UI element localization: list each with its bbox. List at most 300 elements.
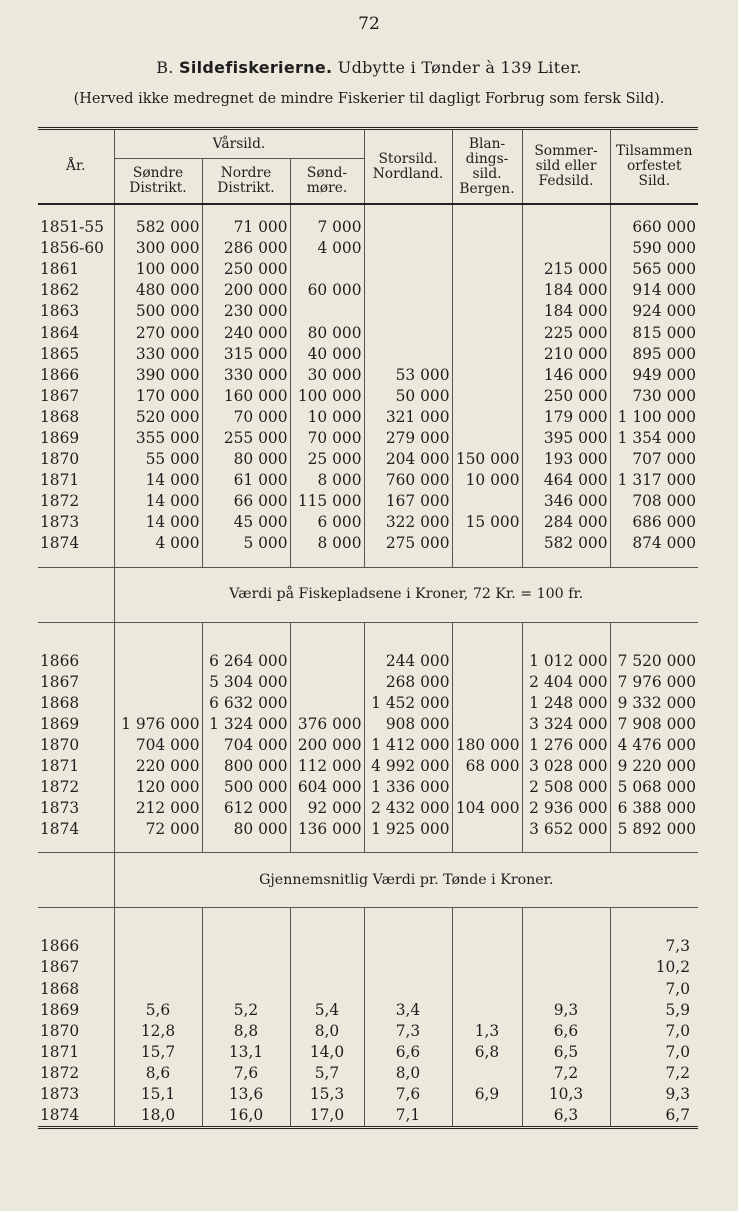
cell-sommersild: 210 000 (522, 344, 610, 365)
cell-total: 590 000 (632, 239, 696, 258)
cell-year: 1873 (38, 512, 114, 533)
cell-nordre: 61 000 (202, 470, 290, 491)
cell-nordre: 200 000 (202, 280, 290, 301)
cell-year: 1869 (38, 714, 114, 735)
table-row (38, 1084, 698, 1105)
cell-sommersild: 284 000 (522, 512, 610, 533)
table-row (38, 979, 698, 1000)
cell-sondre (114, 672, 202, 693)
cell-sondre: 270 000 (114, 322, 202, 343)
cell-sondmore (290, 651, 364, 672)
cell-sommersild: 184 000 (522, 280, 610, 301)
cell-sondmore: 30 000 (290, 365, 364, 386)
cell-sondre: 55 000 (114, 449, 202, 470)
cell-sondmore: 8 000 (290, 470, 364, 491)
cell-sondmore (290, 693, 364, 714)
spacer-row (38, 204, 698, 217)
cell-blandings (452, 979, 522, 1000)
table-row (38, 819, 698, 840)
cell-sondre (114, 979, 202, 1000)
cell-nordre: 315 000 (202, 344, 290, 365)
cell-sommersild: 1 248 000 (522, 693, 610, 714)
table-row (38, 777, 698, 798)
cell-blandings (452, 777, 522, 798)
cell-nordre: 45 000 (202, 512, 290, 533)
cell-total: 1 100 000 (617, 407, 696, 426)
cell-nordre: 612 000 (202, 798, 290, 819)
cell-year: 1862 (38, 280, 114, 301)
spacer-row (38, 908, 698, 937)
header-sondre: Søndre Distrikt. (114, 159, 202, 205)
cell-nordre: 250 000 (202, 259, 290, 280)
cell-year: 1867 (38, 386, 114, 407)
cell-sondre: 18,0 (114, 1105, 202, 1128)
cell-blandings (452, 428, 522, 449)
page-subtitle: (Herved ikke medregnet de mindre Fiskerier til dagligt Forbrug som fersk Sild). (73, 91, 665, 107)
cell-sondmore (290, 672, 364, 693)
cell-year: 1868 (38, 693, 114, 714)
cell-sommersild (522, 238, 610, 259)
cell-total: 708 000 (632, 492, 696, 511)
cell-sondre: 1 976 000 (114, 714, 202, 735)
cell-nordre: 704 000 (202, 735, 290, 756)
cell-sondre: 704 000 (114, 735, 202, 756)
cell-sondmore: 5,7 (290, 1063, 364, 1084)
cell-total: 924 000 (632, 302, 696, 321)
cell-storsild (364, 936, 452, 957)
table-row (38, 1042, 698, 1063)
cell-sondre: 4 000 (114, 533, 202, 554)
table-row (38, 1063, 698, 1084)
cell-year: 1870 (38, 449, 114, 470)
cell-storsild (364, 344, 452, 365)
cell-storsild: 322 000 (364, 512, 452, 533)
cell-total: 730 000 (632, 386, 696, 405)
cell-nordre: 240 000 (202, 322, 290, 343)
cell-blandings (452, 301, 522, 322)
table-body (38, 204, 698, 1128)
cell-nordre: 800 000 (202, 756, 290, 777)
cell-storsild: 268 000 (364, 672, 452, 693)
cell-storsild: 204 000 (364, 449, 452, 470)
herring-fishery-table (38, 127, 698, 1129)
cell-sommersild: 3 652 000 (522, 819, 610, 840)
cell-storsild: 7,6 (364, 1084, 452, 1105)
cell-nordre: 5,2 (202, 1000, 290, 1021)
spacer-row (38, 840, 698, 853)
cell-nordre: 1 324 000 (202, 714, 290, 735)
cell-sondmore: 40 000 (290, 344, 364, 365)
cell-sondmore (290, 936, 364, 957)
cell-year: 1866 (38, 936, 114, 957)
table-header (38, 129, 698, 205)
cell-storsild: 7,3 (364, 1021, 452, 1042)
cell-total: 6,7 (610, 1105, 698, 1128)
table-row (38, 428, 698, 449)
cell-total: 7,3 (665, 937, 690, 956)
cell-sondmore: 200 000 (290, 735, 364, 756)
cell-blandings (452, 957, 522, 978)
table-row (38, 936, 698, 957)
cell-nordre: 330 000 (202, 365, 290, 386)
cell-year: 1861 (38, 259, 114, 280)
cell-total: 707 000 (632, 450, 696, 469)
cell-total: 5 892 000 (617, 820, 696, 839)
header-tilsammen: Tilsammen orfestet Sild. (615, 143, 693, 189)
cell-sondmore: 6 000 (290, 512, 364, 533)
cell-blandings (452, 1063, 522, 1084)
table-row (38, 344, 698, 365)
cell-sondre: 170 000 (114, 386, 202, 407)
cell-sondre: 355 000 (114, 428, 202, 449)
cell-total: 7,0 (665, 1042, 690, 1061)
cell-year: 1871 (38, 470, 114, 491)
cell-sommersild: 2 508 000 (522, 777, 610, 798)
cell-blandings (452, 280, 522, 301)
cell-sondmore: 25 000 (290, 449, 364, 470)
cell-total: 7,2 (665, 1063, 690, 1082)
cell-sommersild: 2 404 000 (522, 672, 610, 693)
cell-sommersild: 2 936 000 (522, 798, 610, 819)
cell-year: 1871 (38, 1042, 114, 1063)
cell-sommersild: 1 012 000 (522, 651, 610, 672)
cell-sommersild: 3 324 000 (522, 714, 610, 735)
cell-sondre: 8,6 (114, 1063, 202, 1084)
cell-nordre (202, 979, 290, 1000)
cell-blandings: 1,3 (452, 1021, 522, 1042)
cell-nordre: 16,0 (202, 1105, 290, 1128)
cell-storsild (364, 217, 452, 238)
cell-blandings: 15 000 (452, 512, 522, 533)
cell-sondre: 120 000 (114, 777, 202, 798)
cell-year: 1874 (38, 533, 114, 554)
cell-sondmore: 115 000 (290, 491, 364, 512)
cell-nordre: 13,6 (202, 1084, 290, 1105)
cell-blandings (452, 407, 522, 428)
cell-sondre: 12,8 (114, 1021, 202, 1042)
cell-blandings: 104 000 (452, 798, 522, 819)
cell-year: 1868 (38, 979, 114, 1000)
header-year: År. (38, 129, 114, 205)
table-row (38, 407, 698, 428)
cell-nordre: 7,6 (202, 1063, 290, 1084)
cell-total: 7,0 (665, 979, 690, 998)
cell-storsild (364, 301, 452, 322)
cell-nordre: 70 000 (202, 407, 290, 428)
table-row (38, 735, 698, 756)
cell-blandings (452, 217, 522, 238)
cell-total: 1 354 000 (617, 428, 696, 447)
cell-blandings (452, 365, 522, 386)
cell-sondmore (290, 979, 364, 1000)
cell-sondmore (290, 957, 364, 978)
cell-nordre: 13,1 (202, 1042, 290, 1063)
cell-blandings (452, 819, 522, 840)
cell-blandings (452, 491, 522, 512)
page-number: 72 (358, 14, 380, 34)
cell-sondre: 330 000 (114, 344, 202, 365)
header-varsild: Vårsild. (114, 129, 364, 159)
cell-sondre: 15,1 (114, 1084, 202, 1105)
cell-year: 1870 (38, 1021, 114, 1042)
cell-year: 1864 (38, 322, 114, 343)
table-row (38, 512, 698, 533)
cell-sondmore: 14,0 (290, 1042, 364, 1063)
cell-total: 874 000 (632, 534, 696, 553)
spacer-row (38, 555, 698, 568)
cell-year: 1863 (38, 301, 114, 322)
table-row (38, 301, 698, 322)
cell-year: 1867 (38, 957, 114, 978)
cell-total: 815 000 (632, 323, 696, 342)
section-average-value (38, 853, 698, 908)
cell-year: 1873 (38, 798, 114, 819)
cell-sondmore (290, 301, 364, 322)
cell-sondmore: 112 000 (290, 756, 364, 777)
cell-blandings (452, 693, 522, 714)
cell-storsild (364, 957, 452, 978)
cell-nordre: 500 000 (202, 777, 290, 798)
title-bold: Sildefiskerierne. (179, 58, 333, 77)
table-row (38, 533, 698, 554)
cell-sommersild (522, 979, 610, 1000)
table-row (38, 714, 698, 735)
cell-storsild: 53 000 (364, 365, 452, 386)
title-prefix: B. (156, 58, 174, 77)
cell-storsild: 244 000 (364, 651, 452, 672)
cell-sommersild: 6,5 (522, 1042, 610, 1063)
table-row (38, 365, 698, 386)
cell-nordre: 6 632 000 (202, 693, 290, 714)
cell-sondre: 390 000 (114, 365, 202, 386)
cell-blandings (452, 1000, 522, 1021)
cell-sondmore: 8 000 (290, 533, 364, 554)
cell-blandings (452, 259, 522, 280)
header-nordre: Nordre Distrikt. (202, 159, 290, 205)
cell-sondre: 300 000 (114, 238, 202, 259)
cell-sommersild: 582 000 (522, 533, 610, 554)
cell-total: 660 000 (632, 218, 696, 237)
cell-total: 10,2 (655, 958, 690, 977)
table-row (38, 259, 698, 280)
table-row (38, 798, 698, 819)
cell-total: 6 388 000 (617, 799, 696, 818)
cell-sondre (114, 651, 202, 672)
table-row (38, 386, 698, 407)
cell-sommersild (522, 217, 610, 238)
cell-storsild: 321 000 (364, 407, 452, 428)
cell-blandings (452, 936, 522, 957)
table-row (38, 1021, 698, 1042)
cell-sondre: 520 000 (114, 407, 202, 428)
cell-total: 7,0 (665, 1021, 690, 1040)
cell-year: 1874 (38, 819, 114, 840)
cell-year: 1851-55 (38, 217, 114, 238)
cell-sommersild: 9,3 (522, 1000, 610, 1021)
cell-storsild: 1 925 000 (364, 819, 452, 840)
cell-blandings (452, 533, 522, 554)
cell-sondre: 582 000 (114, 217, 202, 238)
cell-sondre: 15,7 (114, 1042, 202, 1063)
cell-storsild (364, 280, 452, 301)
cell-blandings (452, 238, 522, 259)
cell-sondre: 14 000 (114, 512, 202, 533)
cell-storsild (364, 979, 452, 1000)
table-row (38, 651, 698, 672)
cell-storsild (364, 322, 452, 343)
cell-year: 1866 (38, 365, 114, 386)
cell-sondmore: 136 000 (290, 819, 364, 840)
cell-total: 914 000 (632, 281, 696, 300)
cell-blandings (452, 651, 522, 672)
cell-sommersild (522, 936, 610, 957)
cell-blandings (452, 672, 522, 693)
cell-storsild: 279 000 (364, 428, 452, 449)
table-row (38, 693, 698, 714)
cell-nordre: 5 304 000 (202, 672, 290, 693)
section-value-kroner-title: Værdi på Fiskepladsene i Kroner, 72 Kr. = 100 fr. (114, 567, 698, 622)
cell-blandings (452, 1105, 522, 1128)
cell-storsild: 50 000 (364, 386, 452, 407)
cell-sondre: 212 000 (114, 798, 202, 819)
cell-storsild: 1 412 000 (364, 735, 452, 756)
cell-nordre (202, 957, 290, 978)
cell-year: 1872 (38, 491, 114, 512)
cell-blandings: 6,9 (452, 1084, 522, 1105)
table-row (38, 672, 698, 693)
cell-year: 1872 (38, 777, 114, 798)
cell-nordre: 8,8 (202, 1021, 290, 1042)
cell-sondmore: 604 000 (290, 777, 364, 798)
cell-total: 565 000 (632, 260, 696, 279)
cell-year: 1869 (38, 428, 114, 449)
cell-sommersild: 7,2 (522, 1063, 610, 1084)
cell-sondre: 14 000 (114, 491, 202, 512)
cell-sommersild: 6,3 (522, 1105, 610, 1128)
cell-total: 9 220 000 (617, 757, 696, 776)
cell-storsild: 275 000 (364, 533, 452, 554)
cell-year: 1874 (38, 1105, 114, 1128)
cell-total: 686 000 (632, 513, 696, 532)
spacer-row (38, 622, 698, 651)
cell-sondmore: 60 000 (290, 280, 364, 301)
cell-nordre: 80 000 (202, 449, 290, 470)
cell-sondmore: 4 000 (290, 238, 364, 259)
cell-total: 895 000 (632, 344, 696, 363)
cell-sondmore: 100 000 (290, 386, 364, 407)
cell-total: 7 976 000 (617, 672, 696, 691)
cell-storsild: 8,0 (364, 1063, 452, 1084)
cell-total: 9 332 000 (617, 693, 696, 712)
cell-nordre: 66 000 (202, 491, 290, 512)
cell-nordre: 230 000 (202, 301, 290, 322)
page-title (0, 58, 738, 77)
cell-total: 5,9 (665, 1000, 690, 1019)
table-row (38, 756, 698, 777)
cell-total: 1 317 000 (617, 471, 696, 490)
cell-sommersild: 395 000 (522, 428, 610, 449)
section-value-kroner (38, 567, 698, 622)
table-row (38, 280, 698, 301)
cell-total: 9,3 (665, 1085, 690, 1104)
cell-sondmore: 8,0 (290, 1021, 364, 1042)
cell-storsild: 2 432 000 (364, 798, 452, 819)
cell-year: 1869 (38, 1000, 114, 1021)
cell-sondre (114, 957, 202, 978)
cell-sommersild: 193 000 (522, 449, 610, 470)
cell-total: 4 476 000 (617, 735, 696, 754)
header-blandings: Blan-dings-sild. Bergen. (452, 129, 522, 205)
cell-sondmore: 80 000 (290, 322, 364, 343)
cell-sondmore (290, 259, 364, 280)
cell-sondmore: 376 000 (290, 714, 364, 735)
cell-sommersild: 250 000 (522, 386, 610, 407)
cell-sondmore: 70 000 (290, 428, 364, 449)
cell-storsild: 7,1 (364, 1105, 452, 1128)
cell-year: 1866 (38, 651, 114, 672)
cell-sommersild: 3 028 000 (522, 756, 610, 777)
cell-nordre: 5 000 (202, 533, 290, 554)
cell-blandings: 10 000 (452, 470, 522, 491)
table-row (38, 491, 698, 512)
cell-sommersild: 464 000 (522, 470, 610, 491)
cell-sondre: 100 000 (114, 259, 202, 280)
table-row (38, 238, 698, 259)
cell-sondmore: 17,0 (290, 1105, 364, 1128)
cell-nordre: 71 000 (202, 217, 290, 238)
table-row (38, 449, 698, 470)
cell-storsild (364, 259, 452, 280)
cell-blandings: 68 000 (452, 756, 522, 777)
cell-blandings (452, 386, 522, 407)
cell-total: 7 908 000 (617, 714, 696, 733)
cell-blandings: 6,8 (452, 1042, 522, 1063)
cell-year: 1868 (38, 407, 114, 428)
cell-sommersild: 225 000 (522, 322, 610, 343)
cell-sondre: 220 000 (114, 756, 202, 777)
cell-storsild: 908 000 (364, 714, 452, 735)
cell-storsild: 6,6 (364, 1042, 452, 1063)
header-sondmore: Sønd-møre. (290, 159, 364, 205)
cell-storsild: 4 992 000 (364, 756, 452, 777)
cell-total: 949 000 (632, 365, 696, 384)
cell-sondmore: 10 000 (290, 407, 364, 428)
cell-year: 1871 (38, 756, 114, 777)
cell-storsild: 167 000 (364, 491, 452, 512)
cell-total: 5 068 000 (617, 778, 696, 797)
cell-sondmore: 92 000 (290, 798, 364, 819)
cell-nordre: 160 000 (202, 386, 290, 407)
cell-sondre: 480 000 (114, 280, 202, 301)
cell-nordre (202, 936, 290, 957)
cell-year: 1867 (38, 672, 114, 693)
cell-blandings (452, 714, 522, 735)
cell-sommersild: 184 000 (522, 301, 610, 322)
cell-blandings (452, 322, 522, 343)
header-sommersild: Sommer-sild eller Fedsild. (522, 129, 610, 205)
cell-nordre: 80 000 (202, 819, 290, 840)
cell-storsild: 760 000 (364, 470, 452, 491)
table-row (38, 1105, 698, 1128)
cell-storsild (364, 238, 452, 259)
header-storsild: Storsild. Nordland. (364, 129, 452, 205)
table-row (38, 957, 698, 978)
cell-sommersild: 179 000 (522, 407, 610, 428)
section-average-value-title: Gjennemsnitlig Værdi pr. Tønde i Kroner. (114, 853, 698, 908)
title-rest: Udbytte i Tønder à 139 Liter. (337, 58, 582, 77)
table-row (38, 322, 698, 343)
table-row (38, 217, 698, 238)
